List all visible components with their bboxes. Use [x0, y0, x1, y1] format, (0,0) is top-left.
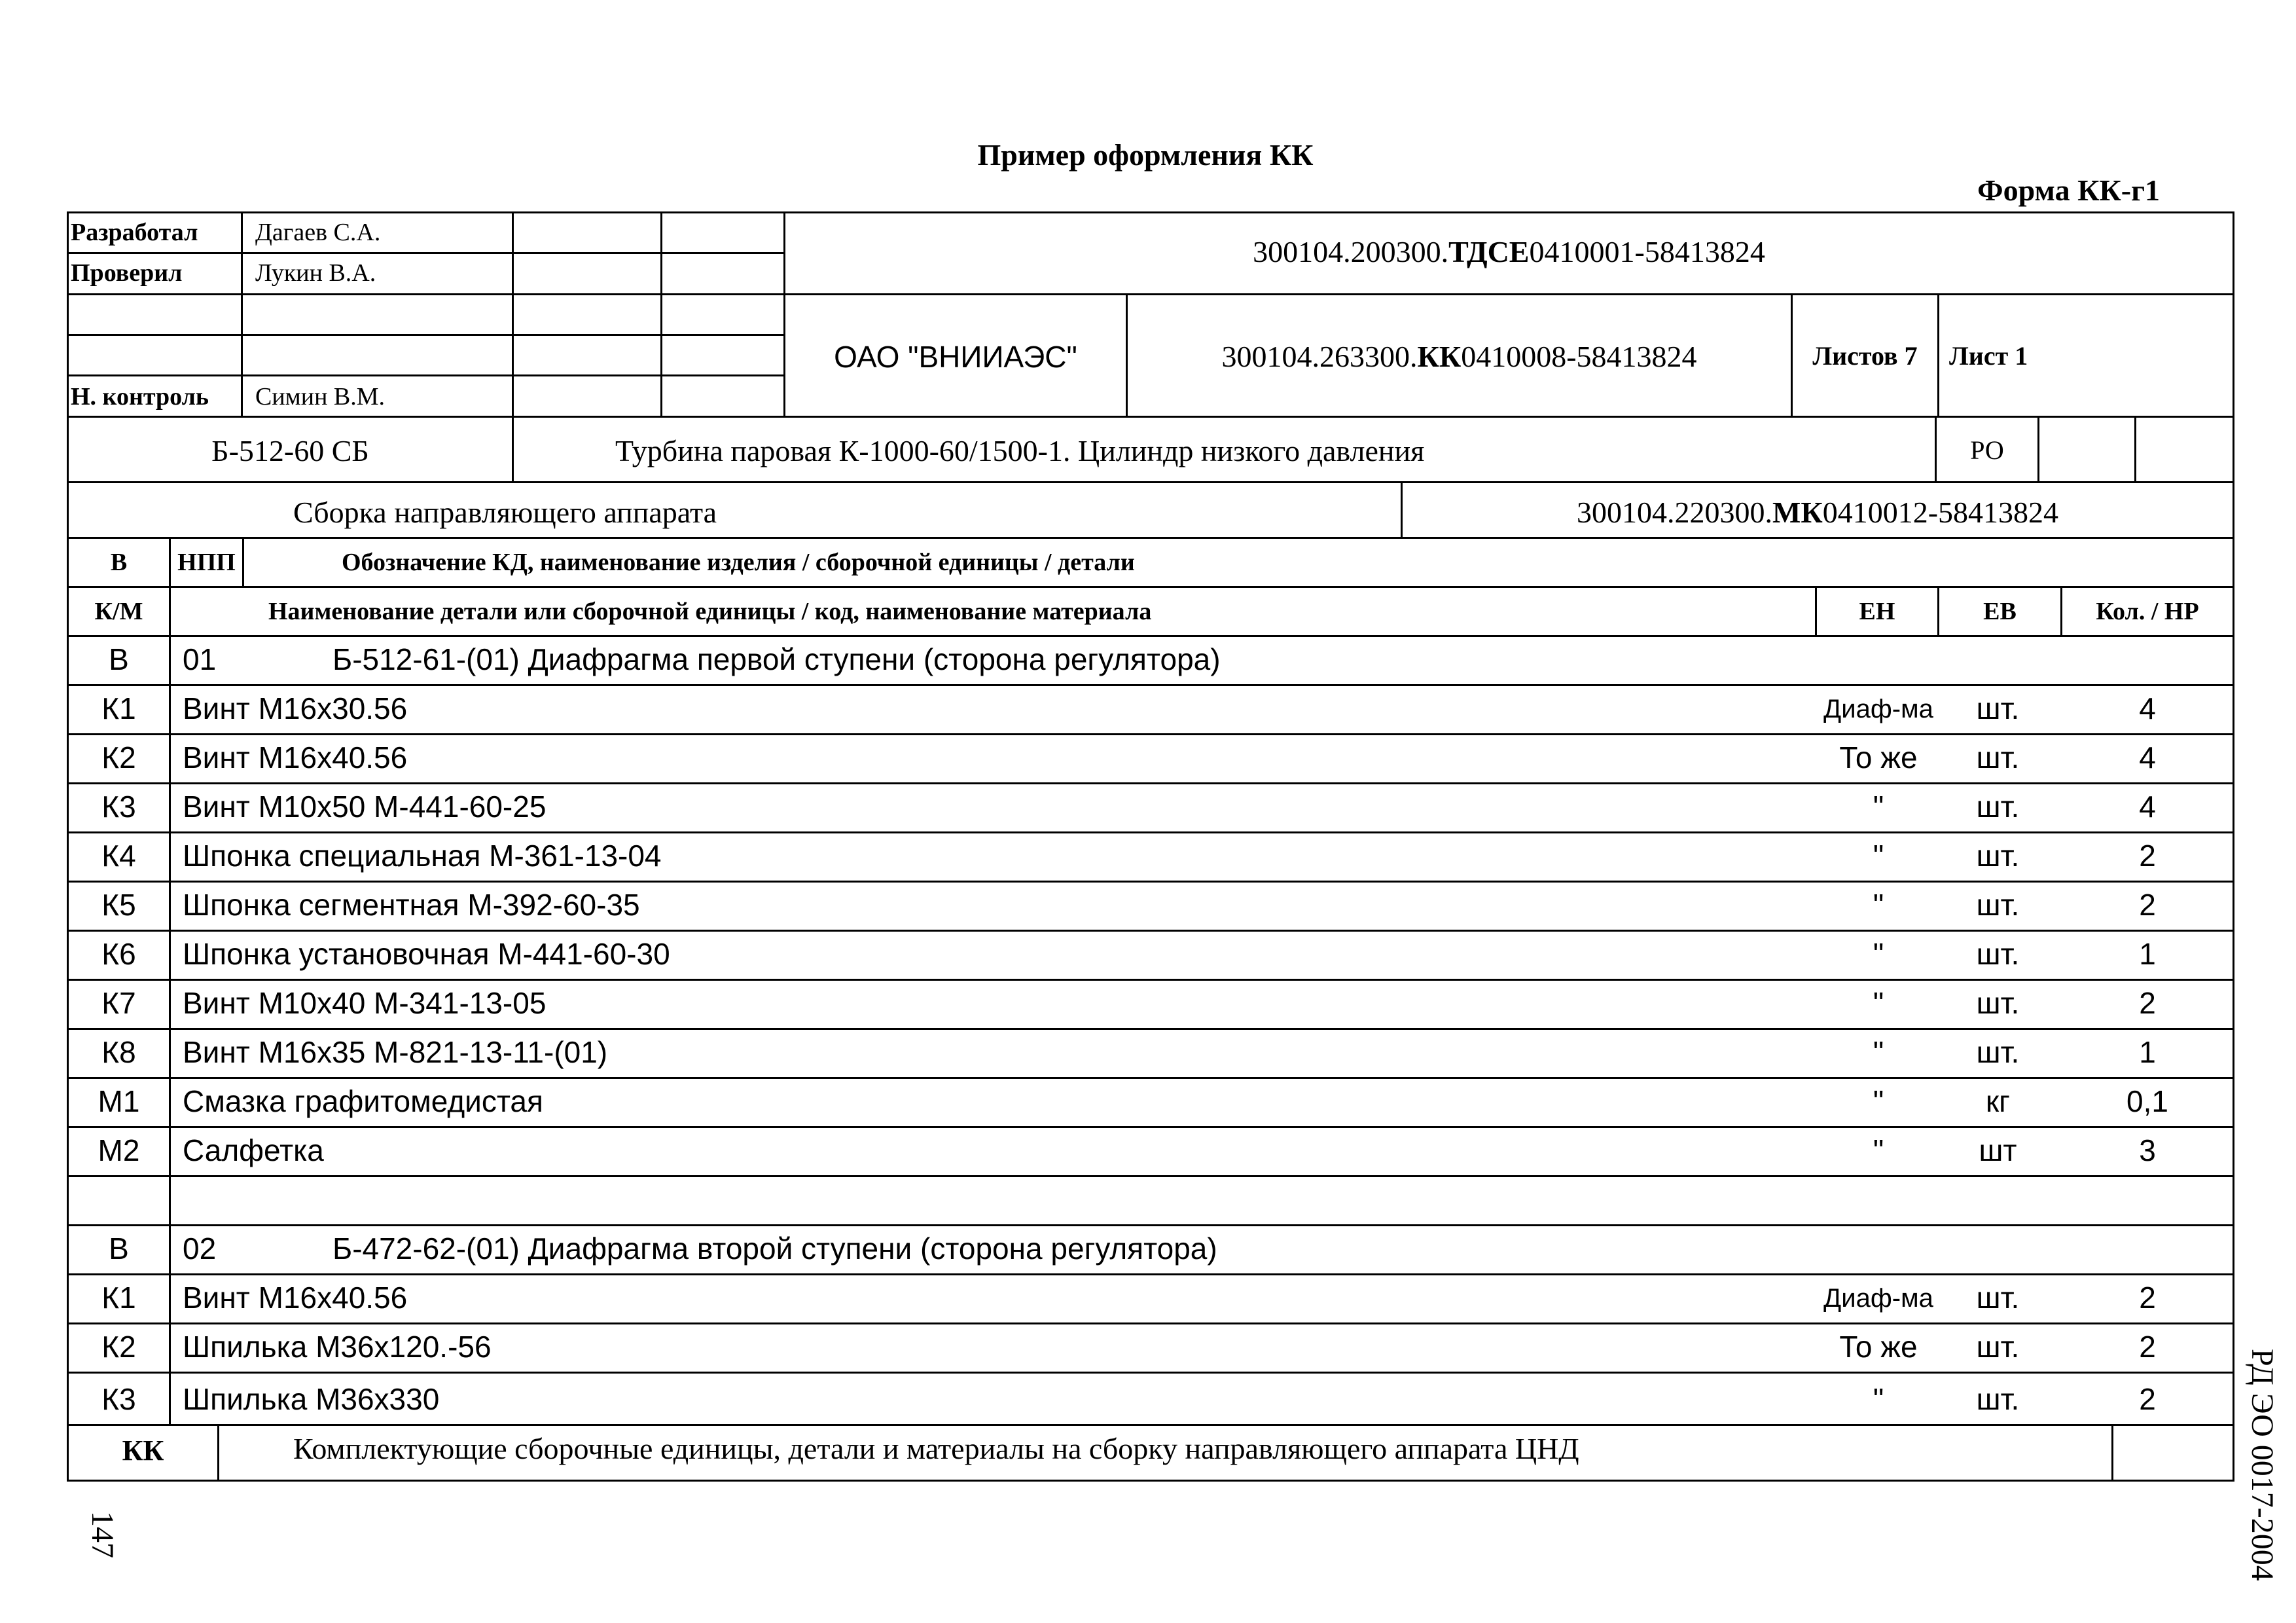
item-name: Винт М16х30.56: [183, 691, 408, 725]
item-qty: 4: [2139, 691, 2156, 725]
col-header-v: В: [110, 549, 128, 576]
group-number: 02: [183, 1231, 217, 1266]
item-code: К3: [101, 790, 136, 824]
grid-line: [67, 979, 2234, 981]
grid-line: [169, 586, 171, 1424]
item-code: М1: [98, 1084, 140, 1118]
grid-line: [242, 537, 244, 586]
item-name: Шпилька М36х330: [183, 1382, 440, 1416]
page-heading: Пример оформления КК: [977, 138, 1314, 172]
item-code: М2: [98, 1133, 140, 1167]
product-name: Турбина паровая К-1000-60/1500-1. Цилиндр низкого давления: [615, 434, 1425, 467]
item-code: К1: [101, 1281, 136, 1315]
item-name: Смазка графитомедистая: [183, 1084, 543, 1118]
item-name: Винт М16х35 М-821-13-11-(01): [183, 1035, 608, 1069]
grid-line: [67, 733, 2234, 735]
group-code: В: [109, 1231, 129, 1266]
grid-line: [67, 334, 785, 336]
grid-line: [217, 1424, 219, 1482]
grid-line: [660, 211, 662, 416]
grid-line: [67, 374, 785, 376]
item-en: ": [1873, 888, 1884, 922]
item-ev: шт.: [1976, 790, 2020, 824]
item-qty: 4: [2139, 740, 2156, 775]
doc-code-kk-pre: 300104.263300.: [1221, 340, 1418, 373]
item-qty: 2: [2139, 986, 2156, 1020]
grid-line: [67, 1224, 2234, 1226]
item-ev: шт.: [1976, 740, 2020, 775]
item-en: Диаф-ма: [1823, 1284, 1933, 1313]
side-doc-number: РД ЭО 0017-2004: [2245, 1349, 2280, 1581]
item-ev: шт.: [1976, 839, 2020, 873]
item-en: ": [1873, 937, 1884, 971]
item-name: Винт М16х40.56: [183, 1281, 408, 1315]
item-code: К1: [101, 691, 136, 725]
organization: ОАО "ВНИИАЭС": [834, 340, 1077, 374]
approval-role: Разработал: [71, 219, 198, 246]
item-name: Винт М10х50 М-441-60-25: [183, 790, 547, 824]
item-qty: 1: [2139, 1035, 2156, 1069]
doc-code-top-bold: ТДСЕ: [1448, 235, 1530, 268]
col-header-qty: Кол. / НР: [2096, 598, 2199, 625]
grid-line: [67, 930, 2234, 932]
doc-code-kk: [1128, 342, 1791, 372]
drawing-number: Б-512-60 СБ: [211, 434, 369, 467]
doc-code-kk-bold: КК: [1417, 340, 1462, 373]
footer-code: КК: [122, 1434, 164, 1467]
col-header-name: Наименование детали или сборочной единицы / код, наименование материала: [268, 598, 1152, 625]
item-name: Салфетка: [183, 1133, 324, 1167]
item-name: Шпилька М36х120.-56: [183, 1330, 492, 1364]
grid-line: [67, 252, 785, 254]
item-name: Шпонка установочная М-441-60-30: [183, 937, 670, 971]
form-label: Форма КК-г1: [1977, 173, 2160, 207]
doc-code-mk-pre: 300104.220300.: [1576, 496, 1772, 529]
item-name: Винт М16х40.56: [183, 740, 408, 775]
item-ev: шт.: [1976, 1281, 2020, 1315]
grid-line: [67, 293, 2234, 295]
table-top-border: [67, 211, 2234, 213]
approval-name: Симин В.М.: [255, 383, 386, 410]
item-qty: 2: [2139, 888, 2156, 922]
item-en: То же: [1839, 1330, 1918, 1364]
item-en: ": [1873, 839, 1884, 873]
doc-code-mk: [1403, 498, 2233, 528]
doc-code-mk-post: 0410012-58413824: [1822, 496, 2059, 529]
item-en: ": [1873, 1133, 1884, 1167]
item-en: Диаф-ма: [1823, 695, 1933, 723]
approval-role: Н. контроль: [71, 383, 209, 410]
item-name: Шпонка сегментная М-392-60-35: [183, 888, 640, 922]
group-number: 01: [183, 642, 217, 676]
doc-code-kk-post: 0410008-58413824: [1461, 340, 1697, 373]
grid-line: [241, 211, 243, 416]
approval-name: Дагаев С.А.: [255, 219, 381, 246]
approval-role: Проверил: [71, 259, 183, 287]
approval-name: Лукин В.А.: [255, 259, 376, 287]
group-code: В: [109, 642, 129, 676]
doc-code-top-pre: 300104.200300.: [1253, 235, 1449, 268]
grid-line: [67, 1028, 2234, 1030]
item-en: ": [1873, 790, 1884, 824]
grid-line: [67, 1175, 2234, 1177]
doc-code-top: [785, 237, 2233, 267]
item-code: К5: [101, 888, 136, 922]
item-code: К6: [101, 937, 136, 971]
item-ev: шт.: [1976, 1330, 2020, 1364]
item-qty: 2: [2139, 1330, 2156, 1364]
table-right-border: [2233, 211, 2234, 1482]
item-qty: 2: [2139, 1382, 2156, 1416]
doc-code-mk-bold: МК: [1772, 496, 1823, 529]
grid-line: [2134, 416, 2136, 481]
item-code: К8: [101, 1035, 136, 1069]
group-title: Б-472-62-(01) Диафрагма второй ступени (сторона регулятора): [332, 1231, 1217, 1266]
grid-line: [67, 586, 2234, 588]
item-en: ": [1873, 1084, 1884, 1118]
grid-line: [1937, 293, 1939, 416]
item-ev: шт.: [1976, 691, 2020, 725]
doc-code-top-post: 0410001-58413824: [1529, 235, 1765, 268]
grid-line: [67, 1372, 2234, 1374]
item-qty: 4: [2139, 790, 2156, 824]
item-ev: шт: [1979, 1133, 2017, 1167]
item-qty: 2: [2139, 839, 2156, 873]
item-ev: шт.: [1976, 1382, 2020, 1416]
grid-line: [67, 1126, 2234, 1128]
item-code: К2: [101, 1330, 136, 1364]
item-code: К2: [101, 740, 136, 775]
item-name: Винт М10х40 М-341-13-05: [183, 986, 547, 1020]
footer-text: Комплектующие сборочные единицы, детали и материалы на сборку направляющего аппарата ЦНД: [293, 1432, 1579, 1465]
col-header-designation: Обозначение КД, наименование изделия / сборочной единицы / детали: [342, 549, 1135, 576]
grid-line: [2111, 1424, 2113, 1482]
item-code: К4: [101, 839, 136, 873]
grid-line: [67, 1322, 2234, 1324]
operation-name: Сборка направляющего аппарата: [293, 496, 717, 529]
item-qty: 3: [2139, 1133, 2156, 1167]
item-ev: шт.: [1976, 888, 2020, 922]
item-name: Шпонка специальная М-361-13-04: [183, 839, 662, 873]
col-header-ev: ЕВ: [1983, 598, 2017, 625]
item-en: То же: [1839, 740, 1918, 775]
grid-line: [67, 1273, 2234, 1275]
item-qty: 0,1: [2126, 1084, 2168, 1118]
item-en: ": [1873, 1382, 1884, 1416]
item-ev: кг: [1986, 1084, 2010, 1118]
sheets-total: Листов 7: [1812, 341, 1918, 371]
col-header-en: ЕН: [1859, 598, 1895, 625]
item-ev: шт.: [1976, 937, 2020, 971]
group-title: Б-512-61-(01) Диафрагма первой ступени (сторона регулятора): [332, 642, 1221, 676]
grid-line: [67, 1424, 2234, 1426]
grid-line: [512, 211, 514, 481]
item-qty: 1: [2139, 937, 2156, 971]
grid-line: [67, 635, 2234, 637]
item-qty: 2: [2139, 1281, 2156, 1315]
grid-line: [2037, 416, 2039, 481]
sheet-number: Лист 1: [1949, 341, 2028, 371]
ro-label: РО: [1970, 435, 2004, 465]
item-code: К7: [101, 986, 136, 1020]
page-number: 147: [85, 1511, 120, 1558]
item-ev: шт.: [1976, 986, 2020, 1020]
grid-line: [67, 1077, 2234, 1079]
item-en: ": [1873, 986, 1884, 1020]
table-bottom-border: [67, 1480, 2234, 1482]
item-ev: шт.: [1976, 1035, 2020, 1069]
grid-line: [67, 416, 2234, 418]
item-en: ": [1873, 1035, 1884, 1069]
grid-line: [67, 782, 2234, 784]
item-code: К3: [101, 1382, 136, 1416]
grid-line: [67, 831, 2234, 833]
grid-line: [67, 481, 2234, 483]
col-header-npp: НПП: [177, 549, 236, 576]
grid-line: [67, 684, 2234, 686]
grid-line: [67, 537, 2234, 539]
col-header-km: К/М: [94, 598, 143, 625]
grid-line: [67, 881, 2234, 883]
